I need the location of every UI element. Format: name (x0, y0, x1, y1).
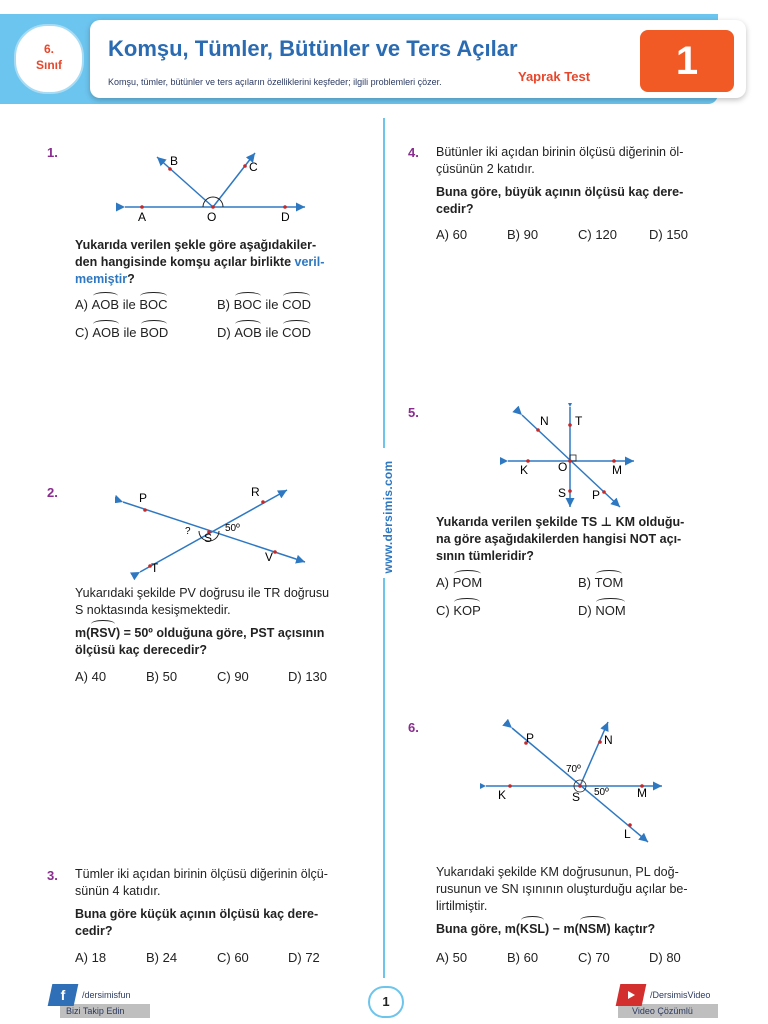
option-connector: ile (122, 297, 136, 312)
point-c (243, 164, 247, 168)
q1-line-3-emph: memiştir (75, 272, 128, 286)
point-s (578, 784, 582, 788)
point-t (568, 423, 572, 427)
option-letter: C) (436, 603, 450, 618)
point-k (508, 784, 512, 788)
q2-bold-2: ölçüsü kaç derecedir? (75, 643, 208, 657)
angle-name: TOM (594, 575, 624, 590)
angle-name: RSV (90, 626, 116, 640)
page-subtitle: Komşu, tümler, bütünler ve ters açıların özelliklerini keşfeder; ilgili problemleri çözer. (108, 77, 442, 87)
label-angle-70: 70º (566, 764, 581, 775)
grade-number: 6. (43, 42, 54, 56)
q2-bold-pre: m( (75, 626, 91, 640)
q6-option-c[interactable]: C) 70 (578, 950, 610, 965)
q5-bold-3: sının tümleridir? (436, 549, 534, 563)
angle-name: BOC (139, 297, 168, 312)
point-r (261, 500, 265, 504)
question-3-number: 3. (47, 868, 58, 883)
grade-label: Sınıf (36, 58, 62, 72)
option-connector: ile (265, 297, 279, 312)
label-s: S (558, 486, 567, 500)
question-4-text (436, 144, 726, 218)
q2-option-d[interactable]: D) 130 (288, 669, 328, 684)
q6-bold (436, 921, 726, 938)
angle-name: NSM (578, 922, 607, 936)
option-letter: B) (578, 575, 591, 590)
label-p: P (526, 731, 535, 745)
q5-option-b[interactable] (578, 575, 623, 590)
label-t: T (575, 414, 583, 428)
q4-bold-2: cedir? (436, 202, 474, 216)
facebook-icon[interactable]: f (48, 984, 79, 1006)
label-s: S (204, 531, 213, 545)
angle-name: NOM (595, 603, 626, 618)
label-angle-50: 50º (594, 787, 609, 798)
page-title: Komşu, Tümler, Bütünler ve Ters Açılar (108, 36, 518, 61)
question-6-number: 6. (408, 720, 419, 735)
q1-line-2-text: den hangisinde komşu açılar birlikte (75, 255, 292, 269)
page-number: 1 (368, 986, 404, 1018)
question-3-text (75, 866, 365, 940)
q3-option-a[interactable]: A) 18 (75, 950, 107, 965)
facebook-handle[interactable]: /dersimisfun (82, 990, 131, 1000)
youtube-video-label: Video Çözümlü (632, 1006, 693, 1016)
label-t: T (151, 561, 159, 575)
grade-badge (14, 24, 84, 94)
q2-option-c[interactable]: C) 90 (217, 669, 249, 684)
point-n (598, 740, 602, 744)
option-connector: ile (123, 325, 137, 340)
youtube-icon[interactable] (616, 984, 647, 1006)
label-o: O (207, 210, 217, 224)
angle-name: COD (282, 325, 311, 340)
label-r: R (251, 485, 260, 499)
q3-bold-1: Buna göre küçük açının ölçüsü kaç dere- (75, 907, 319, 921)
q3-line-1: Tümler iki açıdan birinin ölçüsü diğerinin ölçü- (75, 867, 328, 881)
q6-bold-pre: Buna göre, m( (436, 922, 521, 936)
q1-line-3 (75, 271, 365, 288)
ray-sn (580, 722, 608, 786)
angle-name: AOB (91, 297, 120, 312)
point-a (140, 205, 144, 209)
option-connector: ile (265, 325, 279, 340)
question-1-number: 1. (47, 145, 58, 160)
q1-option-c[interactable] (75, 325, 168, 340)
angle-name: BOC (233, 297, 262, 312)
question-2-number: 2. (47, 485, 58, 500)
q3-line-2: sünün 4 katıdır. (75, 884, 161, 898)
label-unknown: ? (185, 526, 191, 537)
label-angle: 50º (225, 523, 240, 534)
label-n: N (604, 733, 613, 747)
option-letter: D) (217, 325, 231, 340)
label-l: L (624, 827, 631, 841)
q6-option-a[interactable]: A) 50 (436, 950, 468, 965)
line-pv (123, 502, 305, 562)
question-4-number: 4. (408, 145, 419, 160)
q6-line-2: rusunun ve SN ışınının oluşturduğu açılar be- (436, 882, 688, 896)
point-n (536, 428, 540, 432)
label-k: K (520, 463, 529, 477)
question-6-text (436, 864, 726, 938)
q1-line-1: Yukarıda verilen şekle göre aşağıdakiler- (75, 238, 317, 252)
label-d: D (281, 210, 290, 224)
label-p: P (139, 491, 148, 505)
q4-option-a[interactable]: A) 60 (436, 227, 468, 242)
q6-bold-post: ) kaçtır? (606, 922, 656, 936)
q2-line-2: S noktasında kesişmektedir. (75, 603, 231, 617)
point-d (283, 205, 287, 209)
option-letter: A) (75, 297, 88, 312)
q6-line-1: Yukarıdaki şekilde KM doğrusunun, PL doğ- (436, 865, 679, 879)
angle-name: POM (452, 575, 483, 590)
question-5-text (436, 514, 726, 565)
label-o: O (558, 460, 568, 474)
label-c: C (249, 160, 258, 174)
test-type-label: Yaprak Test (518, 69, 591, 84)
label-m: M (637, 786, 647, 800)
angle-name: AOB (92, 325, 120, 340)
q2-line-1: Yukarıdaki şekilde PV doğrusu ile TR doğrusu (75, 586, 330, 600)
label-v: V (265, 550, 274, 564)
angle-name: BOD (140, 325, 169, 340)
label-b: B (170, 154, 179, 168)
q1-line-2 (75, 254, 365, 271)
q4-option-b[interactable]: B) 90 (507, 227, 539, 242)
q4-line-1: Bütünler iki açıdan birinin ölçüsü diğerinin öl- (436, 145, 684, 159)
q1-option-a[interactable] (75, 297, 168, 312)
ray-ob (157, 157, 213, 207)
q6-option-b[interactable]: B) 60 (507, 950, 539, 965)
q2-bold-1 (75, 625, 365, 642)
question-1-figure (115, 145, 315, 227)
angle-name: COD (282, 297, 311, 312)
option-letter: D) (578, 603, 592, 618)
angle-name: KSL (520, 922, 546, 936)
website-side-text: www.dersimis.com (381, 460, 395, 574)
label-n: N (540, 414, 549, 428)
option-letter: B) (217, 297, 230, 312)
point-o (211, 205, 215, 209)
question-6-figure (480, 716, 670, 846)
question-2-text (75, 585, 365, 659)
point-p (602, 490, 606, 494)
q2-bold-post: ) = 50º olduğuna göre, PST açısının (115, 626, 325, 640)
q4-option-c[interactable]: C) 120 (578, 227, 618, 242)
q4-bold-1: Buna göre, büyük açının ölçüsü kaç dere- (436, 185, 684, 199)
q2-option-b[interactable]: B) 50 (146, 669, 178, 684)
question-1-text (75, 237, 365, 288)
point-v (273, 550, 277, 554)
angle-name: KOP (453, 603, 481, 618)
label-p: P (592, 488, 601, 502)
label-k: K (498, 788, 507, 802)
q1-option-d[interactable] (217, 325, 311, 340)
q6-option-d[interactable]: D) 80 (649, 950, 681, 965)
label-a: A (138, 210, 147, 224)
q5-option-c[interactable] (436, 603, 481, 618)
facebook-follow-label: Bizi Takip Edin (66, 1006, 125, 1016)
q3-option-c[interactable]: C) 60 (217, 950, 249, 965)
q5-option-a[interactable] (436, 575, 482, 590)
point-o (568, 459, 572, 463)
q4-option-d[interactable]: D) 150 (649, 227, 689, 242)
question-5-figure (500, 403, 640, 511)
point-p (143, 508, 147, 512)
q1-line-2-emph: veril- (294, 255, 325, 269)
q5-bold-2: na göre aşağıdakilerden hangisi NOT açı- (436, 532, 682, 546)
test-number-badge: 1 (640, 30, 734, 92)
q1-line-3-end: ? (127, 272, 135, 286)
question-5-number: 5. (408, 405, 419, 420)
q1-option-b[interactable] (217, 297, 311, 312)
point-s (568, 489, 572, 493)
q5-option-d[interactable] (578, 603, 626, 618)
option-letter: A) (436, 575, 449, 590)
label-s: S (572, 790, 581, 804)
q2-option-a[interactable]: A) 40 (75, 669, 107, 684)
q3-option-d[interactable]: D) 72 (288, 950, 320, 965)
option-letter: C) (75, 325, 89, 340)
question-2-figure (115, 480, 315, 580)
q3-option-b[interactable]: B) 24 (146, 950, 178, 965)
q5-bold-1: Yukarıda verilen şekilde TS ⊥ KM olduğu- (436, 515, 685, 529)
label-m: M (612, 463, 622, 477)
angle-name: AOB (234, 325, 262, 340)
q6-line-3: lirtilmiştir. (436, 899, 488, 913)
q4-line-2: çüsünün 2 katıdır. (436, 162, 535, 176)
youtube-handle[interactable]: /DersimisVideo (650, 990, 711, 1000)
q3-bold-2: cedir? (75, 924, 113, 938)
q6-bold-mid: ) − m( (545, 922, 579, 936)
